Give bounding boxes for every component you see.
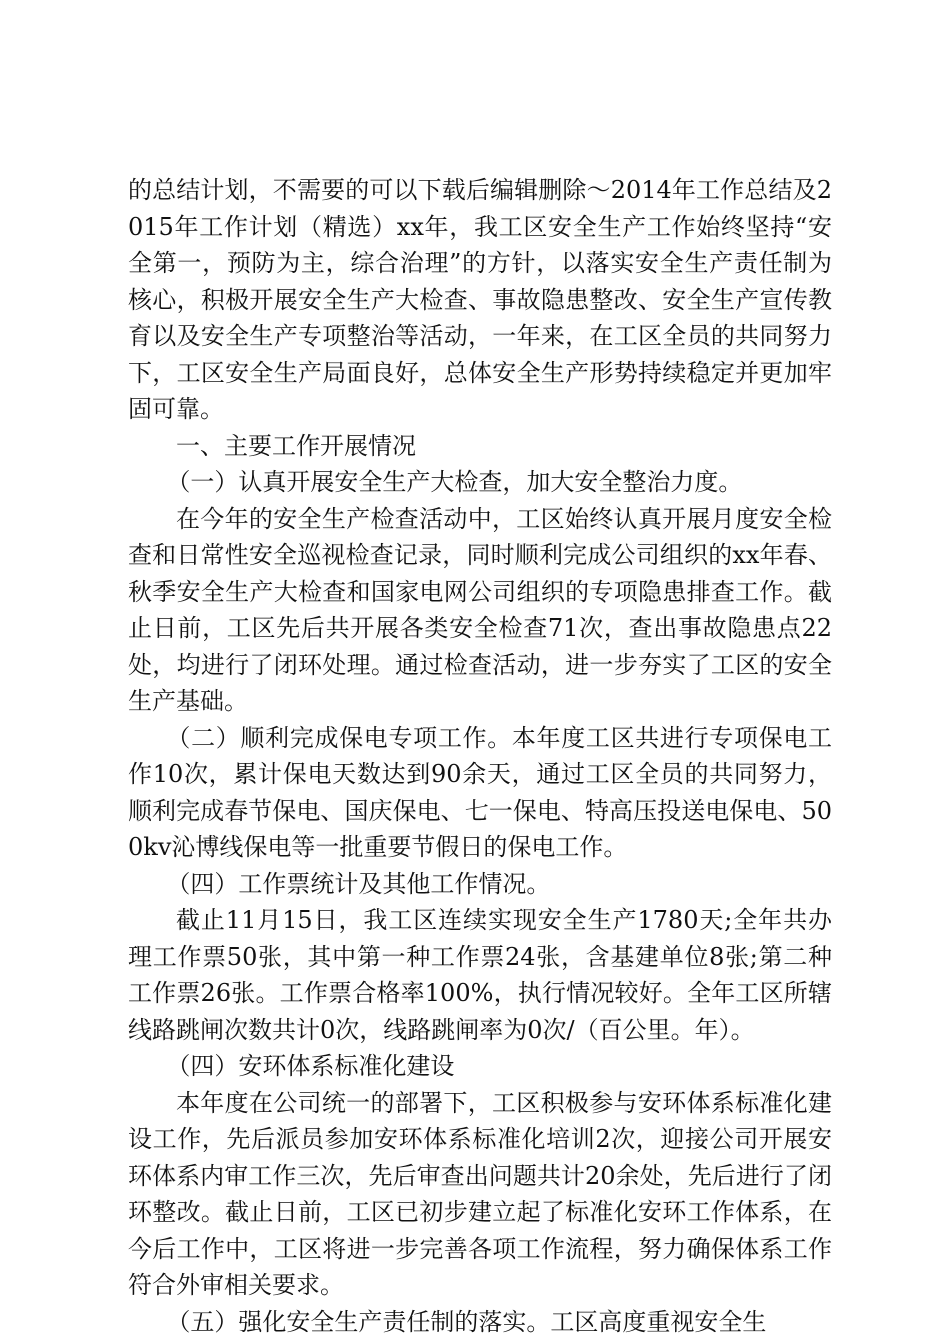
intro-paragraph: 的总结计划，不需要的可以下载后编辑删除～2014年工作总结及2015年工作计划（精选）xx年，我工区安全生产工作始终坚持“安全第一，预防为主，综合治理”的方针，以落实安全生产责任制为核心，积极开展安全生产大检查、事故隐患整改、安全生产宣传教育以及安全生产专项整治等活动，一年来，在工区全员的共同努力下，工区安全生产局面良好，总体安全生产形势持续稳定并更加牢固可靠。	[128, 176, 832, 423]
paragraph-safety-inspection: 在今年的安全生产检查活动中，工区始终认真开展月度安全检查和日常性安全巡视检查记录，同时顺利完成公司组织的xx年春、秋季安全生产大检查和国家电网公司组织的专项隐患排查工作。截止日前，工区先后共开展各类安全检查71次，查出事故隐患点22处，均进行了闭环处理。通过检查活动，进一步夯实了工区的安全生产基础。	[128, 504, 832, 715]
section-heading-main-work: 一、主要工作开展情况	[176, 431, 416, 460]
paragraph-power-guarantee: （二）顺利完成保电专项工作。本年度工区共进行专项保电工作10次，累计保电天数达到90余天，通过工区全员的共同努力，顺利完成春节保电、国庆保电、七一保电、特高压投送电保电、500kv沁博线保电等一批重要节假日的保电工作。	[128, 723, 832, 861]
paragraph-standardization: 本年度在公司统一的部署下，工区积极参与安环体系标准化建设工作，先后派员参加安环体系标准化培训2次，迎接公司开展安环体系内审工作三次，先后审查出问题共计20余处，先后进行了闭环整改。截止日前，工区已初步建立起了标准化安环工作体系，在今后工作中，工区将进一步完善各项工作流程，努力确保体系工作符合外审相关要求。	[128, 1088, 832, 1299]
paragraph-responsibility: （五）强化安全生产责任制的落实。工区高度重视安全生	[166, 1307, 767, 1336]
subsection-heading-work-tickets: （四）工作票统计及其他工作情况。	[166, 869, 551, 898]
subsection-heading-standardization: （四）安环体系标准化建设	[166, 1052, 455, 1080]
document-body	[128, 172, 832, 1340]
paragraph-work-tickets: 截止11月15日，我工区连续实现安全生产1780天;全年共办理工作票50张，其中第一种工作票24张，含基建单位8张;第二种工作票26张。工作票合格率100%，执行情况较好。全年工区所辖线路跳闸次数共计0次，线路跳闸率为0次/（百公里。年）。	[128, 906, 832, 1044]
subsection-heading-1: （一）认真开展安全生产大检查，加大安全整治力度。	[166, 468, 743, 496]
